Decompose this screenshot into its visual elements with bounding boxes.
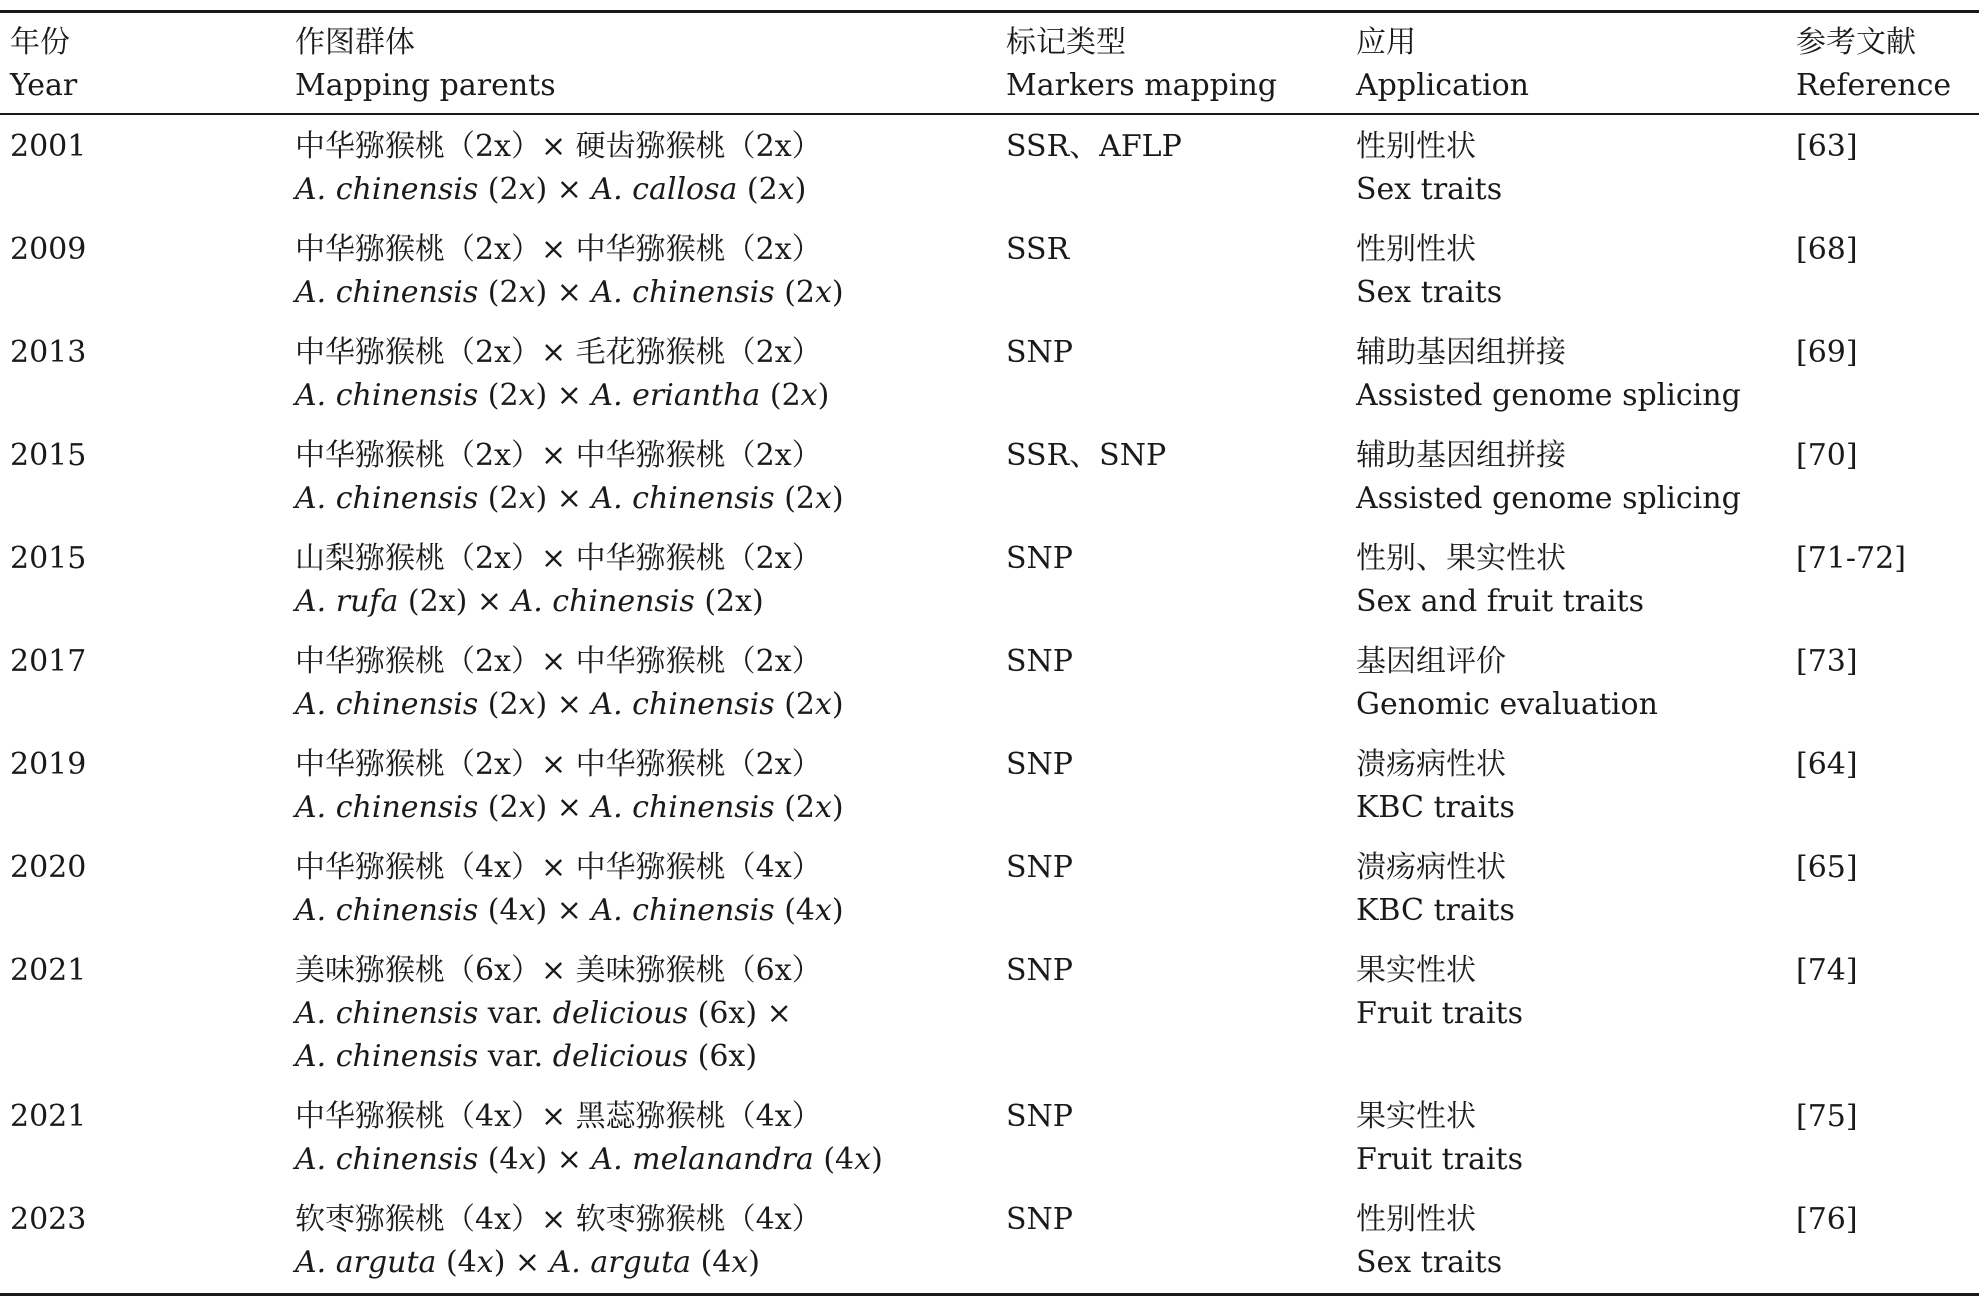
- application-en: KBC traits: [1356, 893, 1515, 928]
- species-name: A. chinensis: [295, 1142, 479, 1177]
- species-name: x: [815, 481, 832, 516]
- markers-cell: [996, 1190, 1346, 1295]
- application-en: Fruit traits: [1356, 1142, 1523, 1177]
- ploidy-text: (2: [478, 275, 519, 310]
- application-en: Assisted genome splicing: [1356, 378, 1741, 413]
- ploidy-text: var.: [478, 996, 553, 1031]
- header-markers-zh: 标记类型: [1006, 25, 1126, 60]
- application-zh: 果实性状: [1356, 953, 1476, 988]
- ploidy-text: ) ×: [535, 687, 592, 722]
- year-cell: [0, 114, 285, 220]
- reference-value: [73]: [1796, 644, 1858, 679]
- species-name: A. chinensis: [295, 790, 479, 825]
- parents-zh: 中华猕猴桃（2x）× 硬齿猕猴桃（2x）: [295, 129, 822, 164]
- ploidy-text: ) ×: [535, 275, 592, 310]
- species-name: x: [854, 1142, 872, 1177]
- parents-en: [295, 374, 996, 417]
- reference-value: [70]: [1796, 438, 1858, 473]
- table-body: [0, 114, 1979, 1295]
- header-reference-en: Reference: [1796, 68, 1952, 103]
- species-name: A. arguta: [549, 1245, 692, 1280]
- parents-zh: 中华猕猴桃（2x）× 中华猕猴桃（2x）: [295, 747, 822, 782]
- application-cell: [1346, 838, 1786, 941]
- markers-cell: [996, 632, 1346, 735]
- ploidy-text: ) ×: [535, 1142, 592, 1177]
- ploidy-text: (2: [760, 378, 801, 413]
- application-zh: 溃疡病性状: [1356, 747, 1506, 782]
- ploidy-text: ): [831, 790, 844, 825]
- ploidy-text: (2x): [694, 584, 764, 619]
- parents-cell: [285, 1087, 996, 1190]
- application-zh: 辅助基因组拼接: [1356, 438, 1566, 473]
- parents-zh: 中华猕猴桃（2x）× 中华猕猴桃（2x）: [295, 644, 822, 679]
- ploidy-text: (2: [478, 172, 519, 207]
- application-zh: 性别、果实性状: [1356, 541, 1566, 576]
- application-zh: 溃疡病性状: [1356, 850, 1506, 885]
- reference-cell: [1786, 941, 1979, 1087]
- markers-value: SSR: [1006, 232, 1070, 267]
- table-row: [0, 632, 1979, 735]
- parents-en: [295, 889, 996, 932]
- species-name: A. chinensis: [511, 584, 695, 619]
- species-name: A. chinensis: [591, 687, 775, 722]
- application-cell: [1346, 529, 1786, 632]
- header-markers: [996, 12, 1346, 115]
- year-cell: [0, 735, 285, 838]
- application-cell: [1346, 735, 1786, 838]
- application-zh: 辅助基因组拼接: [1356, 335, 1566, 370]
- species-name: delicious: [552, 996, 689, 1031]
- species-name: A. chinensis: [591, 481, 775, 516]
- parents-zh: 山梨猕猴桃（2x）× 中华猕猴桃（2x）: [295, 541, 822, 576]
- markers-cell: [996, 426, 1346, 529]
- table-row: [0, 220, 1979, 323]
- markers-value: SNP: [1006, 850, 1073, 885]
- species-name: x: [476, 1245, 494, 1280]
- ploidy-text: (6x): [688, 1039, 758, 1074]
- parents-en: [295, 1138, 996, 1181]
- application-cell: [1346, 114, 1786, 220]
- ploidy-text: ) ×: [535, 172, 592, 207]
- reference-cell: [1786, 529, 1979, 632]
- ploidy-text: ) ×: [493, 1245, 550, 1280]
- parents-zh: 软枣猕猴桃（4x）× 软枣猕猴桃（4x）: [295, 1202, 822, 1237]
- parents-zh: 中华猕猴桃（2x）× 毛花猕猴桃（2x）: [295, 335, 822, 370]
- year-value: 2020: [10, 850, 87, 885]
- species-name: A. chinensis: [295, 996, 479, 1031]
- year-value: 2021: [10, 1099, 87, 1134]
- year-cell: [0, 426, 285, 529]
- application-cell: [1346, 220, 1786, 323]
- ploidy-text: ) ×: [535, 378, 592, 413]
- species-name: A. chinensis: [295, 172, 479, 207]
- species-name: A. callosa: [591, 172, 738, 207]
- ploidy-text: (2: [774, 790, 815, 825]
- species-name: x: [518, 790, 536, 825]
- application-zh: 性别性状: [1356, 129, 1476, 164]
- species-name: x: [777, 172, 795, 207]
- markers-value: SNP: [1006, 335, 1073, 370]
- application-en: Sex and fruit traits: [1356, 584, 1644, 619]
- table-row: [0, 426, 1979, 529]
- species-name: x: [518, 893, 536, 928]
- year-cell: [0, 323, 285, 426]
- year-value: 2023: [10, 1202, 87, 1237]
- header-application: [1346, 12, 1786, 115]
- parents-cell: [285, 114, 996, 220]
- application-cell: [1346, 1087, 1786, 1190]
- ploidy-text: (6x) ×: [688, 996, 792, 1031]
- application-cell: [1346, 1190, 1786, 1295]
- ploidy-text: (2: [478, 481, 519, 516]
- parents-cell: [285, 735, 996, 838]
- application-en: Sex traits: [1356, 275, 1503, 310]
- table-row: [0, 1190, 1979, 1295]
- parents-zh: 中华猕猴桃（4x）× 黑蕊猕猴桃（4x）: [295, 1099, 822, 1134]
- application-zh: 性别性状: [1356, 1202, 1476, 1237]
- markers-cell: [996, 220, 1346, 323]
- ploidy-text: ): [871, 1142, 883, 1177]
- ploidy-text: (2: [478, 687, 519, 722]
- ploidy-text: (4: [436, 1245, 477, 1280]
- species-name: x: [800, 378, 818, 413]
- ploidy-text: (4: [813, 1142, 855, 1177]
- year-cell: [0, 1087, 285, 1190]
- reference-cell: [1786, 1087, 1979, 1190]
- reference-cell: [1786, 735, 1979, 838]
- markers-cell: [996, 114, 1346, 220]
- markers-cell: [996, 941, 1346, 1087]
- application-en: KBC traits: [1356, 790, 1515, 825]
- header-year: [0, 12, 285, 115]
- parents-cell: [285, 941, 996, 1087]
- reference-cell: [1786, 220, 1979, 323]
- species-name: x: [518, 1142, 536, 1177]
- mapping-table-container: [0, 10, 1979, 1296]
- parents-cell: [285, 220, 996, 323]
- ploidy-text: ): [831, 481, 844, 516]
- species-name: A. chinensis: [295, 687, 479, 722]
- reference-value: [68]: [1796, 232, 1858, 267]
- reference-cell: [1786, 426, 1979, 529]
- parents-zh: 中华猕猴桃（2x）× 中华猕猴桃（2x）: [295, 438, 822, 473]
- application-en: Assisted genome splicing: [1356, 481, 1741, 516]
- year-value: 2017: [10, 644, 87, 679]
- species-name: A. chinensis: [295, 1039, 479, 1074]
- markers-value: SNP: [1006, 747, 1073, 782]
- species-name: A. chinensis: [295, 378, 479, 413]
- header-markers-en: Markers mapping: [1006, 68, 1278, 103]
- species-name: x: [518, 172, 536, 207]
- header-parents-zh: 作图群体: [295, 25, 415, 60]
- application-cell: [1346, 426, 1786, 529]
- application-en: Sex traits: [1356, 172, 1503, 207]
- parents-en: [295, 580, 996, 623]
- ploidy-text: (4: [478, 1142, 519, 1177]
- header-year-en: Year: [10, 68, 78, 103]
- year-value: 2009: [10, 232, 87, 267]
- year-value: 2015: [10, 438, 87, 473]
- reference-cell: [1786, 838, 1979, 941]
- table-row: [0, 114, 1979, 220]
- header-parents-en: Mapping parents: [295, 68, 556, 103]
- parents-en: [295, 477, 996, 520]
- header-reference: [1786, 12, 1979, 115]
- markers-value: SNP: [1006, 1202, 1073, 1237]
- year-cell: [0, 1190, 285, 1295]
- species-name: x: [731, 1245, 749, 1280]
- reference-cell: [1786, 632, 1979, 735]
- ploidy-text: (2x) ×: [398, 584, 512, 619]
- application-zh: 果实性状: [1356, 1099, 1476, 1134]
- species-name: A. chinensis: [591, 275, 775, 310]
- markers-cell: [996, 838, 1346, 941]
- species-name: A. rufa: [295, 584, 399, 619]
- ploidy-text: (2: [774, 687, 815, 722]
- application-en: Sex traits: [1356, 1245, 1503, 1280]
- table-row: [0, 735, 1979, 838]
- table-row: [0, 529, 1979, 632]
- species-name: A. chinensis: [591, 790, 775, 825]
- ploidy-text: ): [794, 172, 807, 207]
- application-cell: [1346, 632, 1786, 735]
- species-name: x: [518, 687, 536, 722]
- ploidy-text: ): [831, 893, 844, 928]
- header-application-zh: 应用: [1356, 25, 1416, 60]
- parents-cell: [285, 529, 996, 632]
- species-name: x: [815, 687, 832, 722]
- ploidy-text: ): [831, 275, 844, 310]
- reference-value: [74]: [1796, 953, 1858, 988]
- ploidy-text: ): [831, 687, 844, 722]
- reference-value: [71-72]: [1796, 541, 1906, 576]
- markers-value: SSR、SNP: [1006, 438, 1167, 473]
- ploidy-text: (2: [478, 378, 519, 413]
- markers-cell: [996, 323, 1346, 426]
- parents-en: [295, 786, 996, 829]
- header-application-en: Application: [1356, 68, 1529, 103]
- parents-en: [295, 992, 996, 1035]
- species-name: x: [815, 893, 832, 928]
- ploidy-text: (2: [737, 172, 778, 207]
- year-cell: [0, 838, 285, 941]
- parents-zh: 美味猕猴桃（6x）× 美味猕猴桃（6x）: [295, 953, 822, 988]
- species-name: x: [518, 275, 536, 310]
- header-parents: [285, 12, 996, 115]
- species-name: A. chinensis: [295, 893, 479, 928]
- year-value: 2001: [10, 129, 87, 164]
- markers-cell: [996, 1087, 1346, 1190]
- table-row: [0, 323, 1979, 426]
- markers-value: SNP: [1006, 541, 1073, 576]
- year-cell: [0, 632, 285, 735]
- table-row: [0, 941, 1979, 1087]
- year-cell: [0, 529, 285, 632]
- reference-value: [69]: [1796, 335, 1858, 370]
- species-name: A. eriantha: [591, 378, 761, 413]
- ploidy-text: ) ×: [535, 481, 592, 516]
- year-value: 2019: [10, 747, 87, 782]
- table-row: [0, 838, 1979, 941]
- markers-value: SSR、AFLP: [1006, 129, 1182, 164]
- species-name: A. melanandra: [591, 1142, 814, 1177]
- year-value: 2021: [10, 953, 87, 988]
- markers-cell: [996, 735, 1346, 838]
- markers-value: SNP: [1006, 1099, 1073, 1134]
- table-row: [0, 1087, 1979, 1190]
- reference-value: [64]: [1796, 747, 1858, 782]
- ploidy-text: ) ×: [535, 893, 592, 928]
- parents-cell: [285, 323, 996, 426]
- parents-cell: [285, 426, 996, 529]
- ploidy-text: (4: [478, 893, 519, 928]
- reference-cell: [1786, 114, 1979, 220]
- reference-value: [76]: [1796, 1202, 1858, 1237]
- species-name: A. chinensis: [295, 481, 479, 516]
- parents-en: [295, 271, 996, 314]
- ploidy-text: ): [748, 1245, 761, 1280]
- reference-value: [63]: [1796, 129, 1858, 164]
- species-name: x: [518, 378, 536, 413]
- reference-cell: [1786, 323, 1979, 426]
- reference-value: [75]: [1796, 1099, 1858, 1134]
- parents-en: [295, 168, 996, 211]
- parents-zh: 中华猕猴桃（2x）× 中华猕猴桃（2x）: [295, 232, 822, 267]
- species-name: A. chinensis: [591, 893, 775, 928]
- ploidy-text: (4: [691, 1245, 732, 1280]
- year-value: 2015: [10, 541, 87, 576]
- application-cell: [1346, 323, 1786, 426]
- parents-zh: 中华猕猴桃（4x）× 中华猕猴桃（4x）: [295, 850, 822, 885]
- reference-cell: [1786, 1190, 1979, 1295]
- parents-cell: [285, 838, 996, 941]
- year-cell: [0, 220, 285, 323]
- application-zh: 性别性状: [1356, 232, 1476, 267]
- application-cell: [1346, 941, 1786, 1087]
- year-value: 2013: [10, 335, 87, 370]
- header-year-zh: 年份: [10, 25, 70, 60]
- species-name: x: [518, 481, 536, 516]
- ploidy-text: ): [817, 378, 830, 413]
- species-name: A. chinensis: [295, 275, 479, 310]
- species-name: delicious: [552, 1039, 689, 1074]
- ploidy-text: (2: [774, 275, 815, 310]
- species-name: x: [815, 790, 832, 825]
- parents-cell: [285, 1190, 996, 1295]
- parents-en: [295, 683, 996, 726]
- markers-value: SNP: [1006, 644, 1073, 679]
- ploidy-text: ) ×: [535, 790, 592, 825]
- ploidy-text: var.: [478, 1039, 553, 1074]
- species-name: A. arguta: [295, 1245, 437, 1280]
- application-zh: 基因组评价: [1356, 644, 1506, 679]
- parents-cell: [285, 632, 996, 735]
- species-name: x: [815, 275, 832, 310]
- markers-cell: [996, 529, 1346, 632]
- table-header-row: [0, 12, 1979, 115]
- application-en: Genomic evaluation: [1356, 687, 1658, 722]
- genetic-mapping-table: [0, 10, 1979, 1296]
- header-reference-zh: 参考文献: [1796, 25, 1916, 60]
- parents-en-continued: [295, 1035, 996, 1078]
- reference-value: [65]: [1796, 850, 1858, 885]
- markers-value: SNP: [1006, 953, 1073, 988]
- ploidy-text: (2: [478, 790, 519, 825]
- application-en: Fruit traits: [1356, 996, 1523, 1031]
- ploidy-text: (2: [774, 481, 815, 516]
- parents-en: [295, 1241, 996, 1284]
- ploidy-text: (4: [774, 893, 815, 928]
- year-cell: [0, 941, 285, 1087]
